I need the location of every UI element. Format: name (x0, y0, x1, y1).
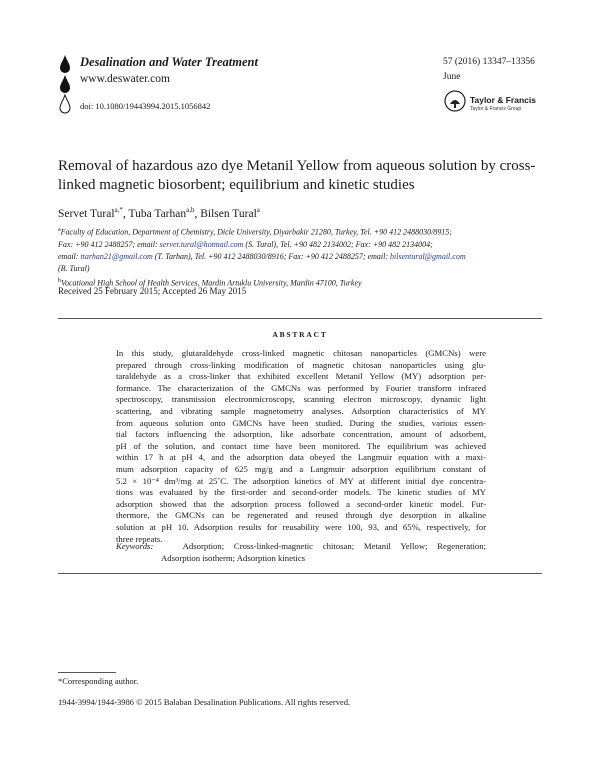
footnote-rule (58, 672, 116, 673)
received-dates: Received 25 February 2015; Accepted 26 May 2015 (58, 286, 247, 296)
affiliation-text: Faculty of Education, Department of Chemistry, Dicle University, Diyarbakir 21280, Turkey, Tel. +90 412 2488030/8915; (60, 227, 452, 237)
publisher-name: Taylor & Francis (470, 95, 536, 105)
copyright-line: 1944-3994/1944-3986 © 2015 Balaban Desalination Publications. All rights reserved. (58, 697, 351, 707)
author-separator: , (122, 207, 129, 220)
abstract-line: prepared through cross-linking modification of magnetic chitosan nanoparticles using glu- (116, 359, 486, 370)
affiliation-a-line2 (58, 239, 546, 251)
affiliation-mark: b (58, 277, 61, 284)
taylor-francis-lamp-icon (444, 90, 466, 112)
email-link-tarhan[interactable]: ttarhan21@gmail.com (80, 251, 153, 261)
affiliation-text: Vocational High School of Health Services, Mardin Artuklu University, Mardin 47100, Turkey (61, 278, 362, 288)
email-link-tural[interactable]: servet.tural@hotmail.com (159, 239, 244, 249)
article-title: Removal of hazardous azo dye Metanil Yellow from aqueous solution by cross-linked magnetic biosorbent; equilibrium and kinetic studies (58, 158, 536, 193)
abstract-line: within 17 h at pH 4, and the adsorption data obeyed the Langmuir equation with a maxi- (116, 452, 486, 463)
journal-title: Desalination and Water Treatment (80, 55, 258, 69)
abstract-line: spectroscopy, transmission electronmicroscopy, scanning electron microscopy, dynamic light (116, 394, 486, 405)
abstract-line: tial factors influencing the adsorption, like adsorbate concentration, amount of adsorbent, (116, 429, 486, 440)
keywords-block (116, 540, 486, 564)
abstract-line: 5.2 × 10⁻⁴ dm³/mg at 25˚C. The adsorption kinetics of MY at different initial dye concentra- (116, 475, 486, 486)
volume-pages: 57 (2016) 13347–13356 (443, 57, 535, 67)
author-affiliation-mark: a,* (114, 206, 123, 214)
abstract-line: solution at pH 10. Adsorption results for reusability were 100, 93, and 65%, respectively, for (116, 521, 486, 532)
affiliation-a-line3 (58, 251, 546, 263)
keywords-label: Keywords: (116, 541, 154, 551)
author-list (58, 206, 260, 220)
affiliations (58, 224, 546, 289)
keywords-line2: Adsorption isotherm; Adsorption kinetics (161, 553, 306, 563)
author-affiliation-mark: a (256, 206, 260, 214)
abstract-line: three repeats. (116, 533, 163, 544)
author-affiliation-mark: a,b (186, 206, 195, 214)
abstract-line: pH of the solution, and contact time have been monitored. The equilibrium was achieved (116, 440, 486, 451)
abstract-top-rule (58, 318, 542, 319)
email-link-bilsen[interactable]: bilsentural@gmail.com (390, 251, 466, 261)
abstract-line: scattering, and vibrating sample magnetometry analyses. Adsorption characteristics of MY (116, 405, 486, 416)
affiliation-a-line1 (58, 224, 546, 239)
affiliation-text: Fax: +90 412 2488257; email: (58, 239, 160, 249)
publisher-logo (444, 90, 554, 116)
abstract-line: adsorption showed that the adsorption process followed a second-order kinetic model. Fur- (116, 498, 486, 509)
abstract-bottom-rule (58, 573, 542, 574)
author-separator: , (194, 207, 201, 220)
affiliation-text: (T. Tarhan), Tel. +90 412 2488030/8916; Fax: +90 412 2488257; email: (152, 251, 391, 261)
author-name: Servet Tural (58, 207, 115, 220)
journal-url-link[interactable]: www.deswater.com (80, 73, 170, 85)
abstract-line: formance. The characterization of the GMCNs was performed by Fourier transform infrared (116, 382, 486, 393)
affiliation-text: email: (58, 251, 81, 261)
abstract-line: from aqueous solution onto GMCNs have been studied. During the studies, various essen- (116, 417, 486, 428)
abstract-line: thermore, the GMCNs can be regenerated and reused through dye desorption in alkaline (116, 510, 486, 521)
publisher-group: Taylor & Francis Group (470, 106, 522, 112)
abstract-body (116, 348, 486, 545)
affiliation-a-line4: (B. Tural) (58, 263, 90, 273)
journal-logo-icon (58, 55, 72, 115)
author-name: Tuba Tarhan (128, 207, 187, 220)
abstract-heading: ABSTRACT (272, 330, 328, 339)
abstract-line: taraldehyde as a cross-linker that exhibited excellent Metanil Yellow (MY) adsorption per- (116, 371, 486, 382)
abstract-line: mum adsorption capacity of 625 mg/g and a Langmuir adsorption equilibrium constant of (116, 463, 486, 474)
affiliation-mark: a (58, 227, 61, 233)
abstract-line: tions was evaluated by the first-order and second-order models. The kinetic studies of MY (116, 487, 486, 498)
doi-text: doi: 10.1080/19443994.2015.1056842 (80, 101, 211, 111)
affiliation-text: (S. Tural), Tel. +90 482 2134002; Fax: +90 482 2134004; (243, 239, 433, 249)
corresponding-author-note: *Corresponding author. (58, 676, 139, 686)
issue-month: June (443, 72, 461, 82)
keywords-line1 (116, 540, 486, 552)
keywords-text: Adsorption; Cross-linked-magnetic chitosan; Metanil Yellow; Regeneration; (182, 541, 486, 551)
author-name: Bilsen Tural (200, 207, 257, 220)
abstract-line: In this study, glutaraldehyde cross-linked magnetic chitosan nanoparticles (GMCNs) were (116, 348, 486, 358)
